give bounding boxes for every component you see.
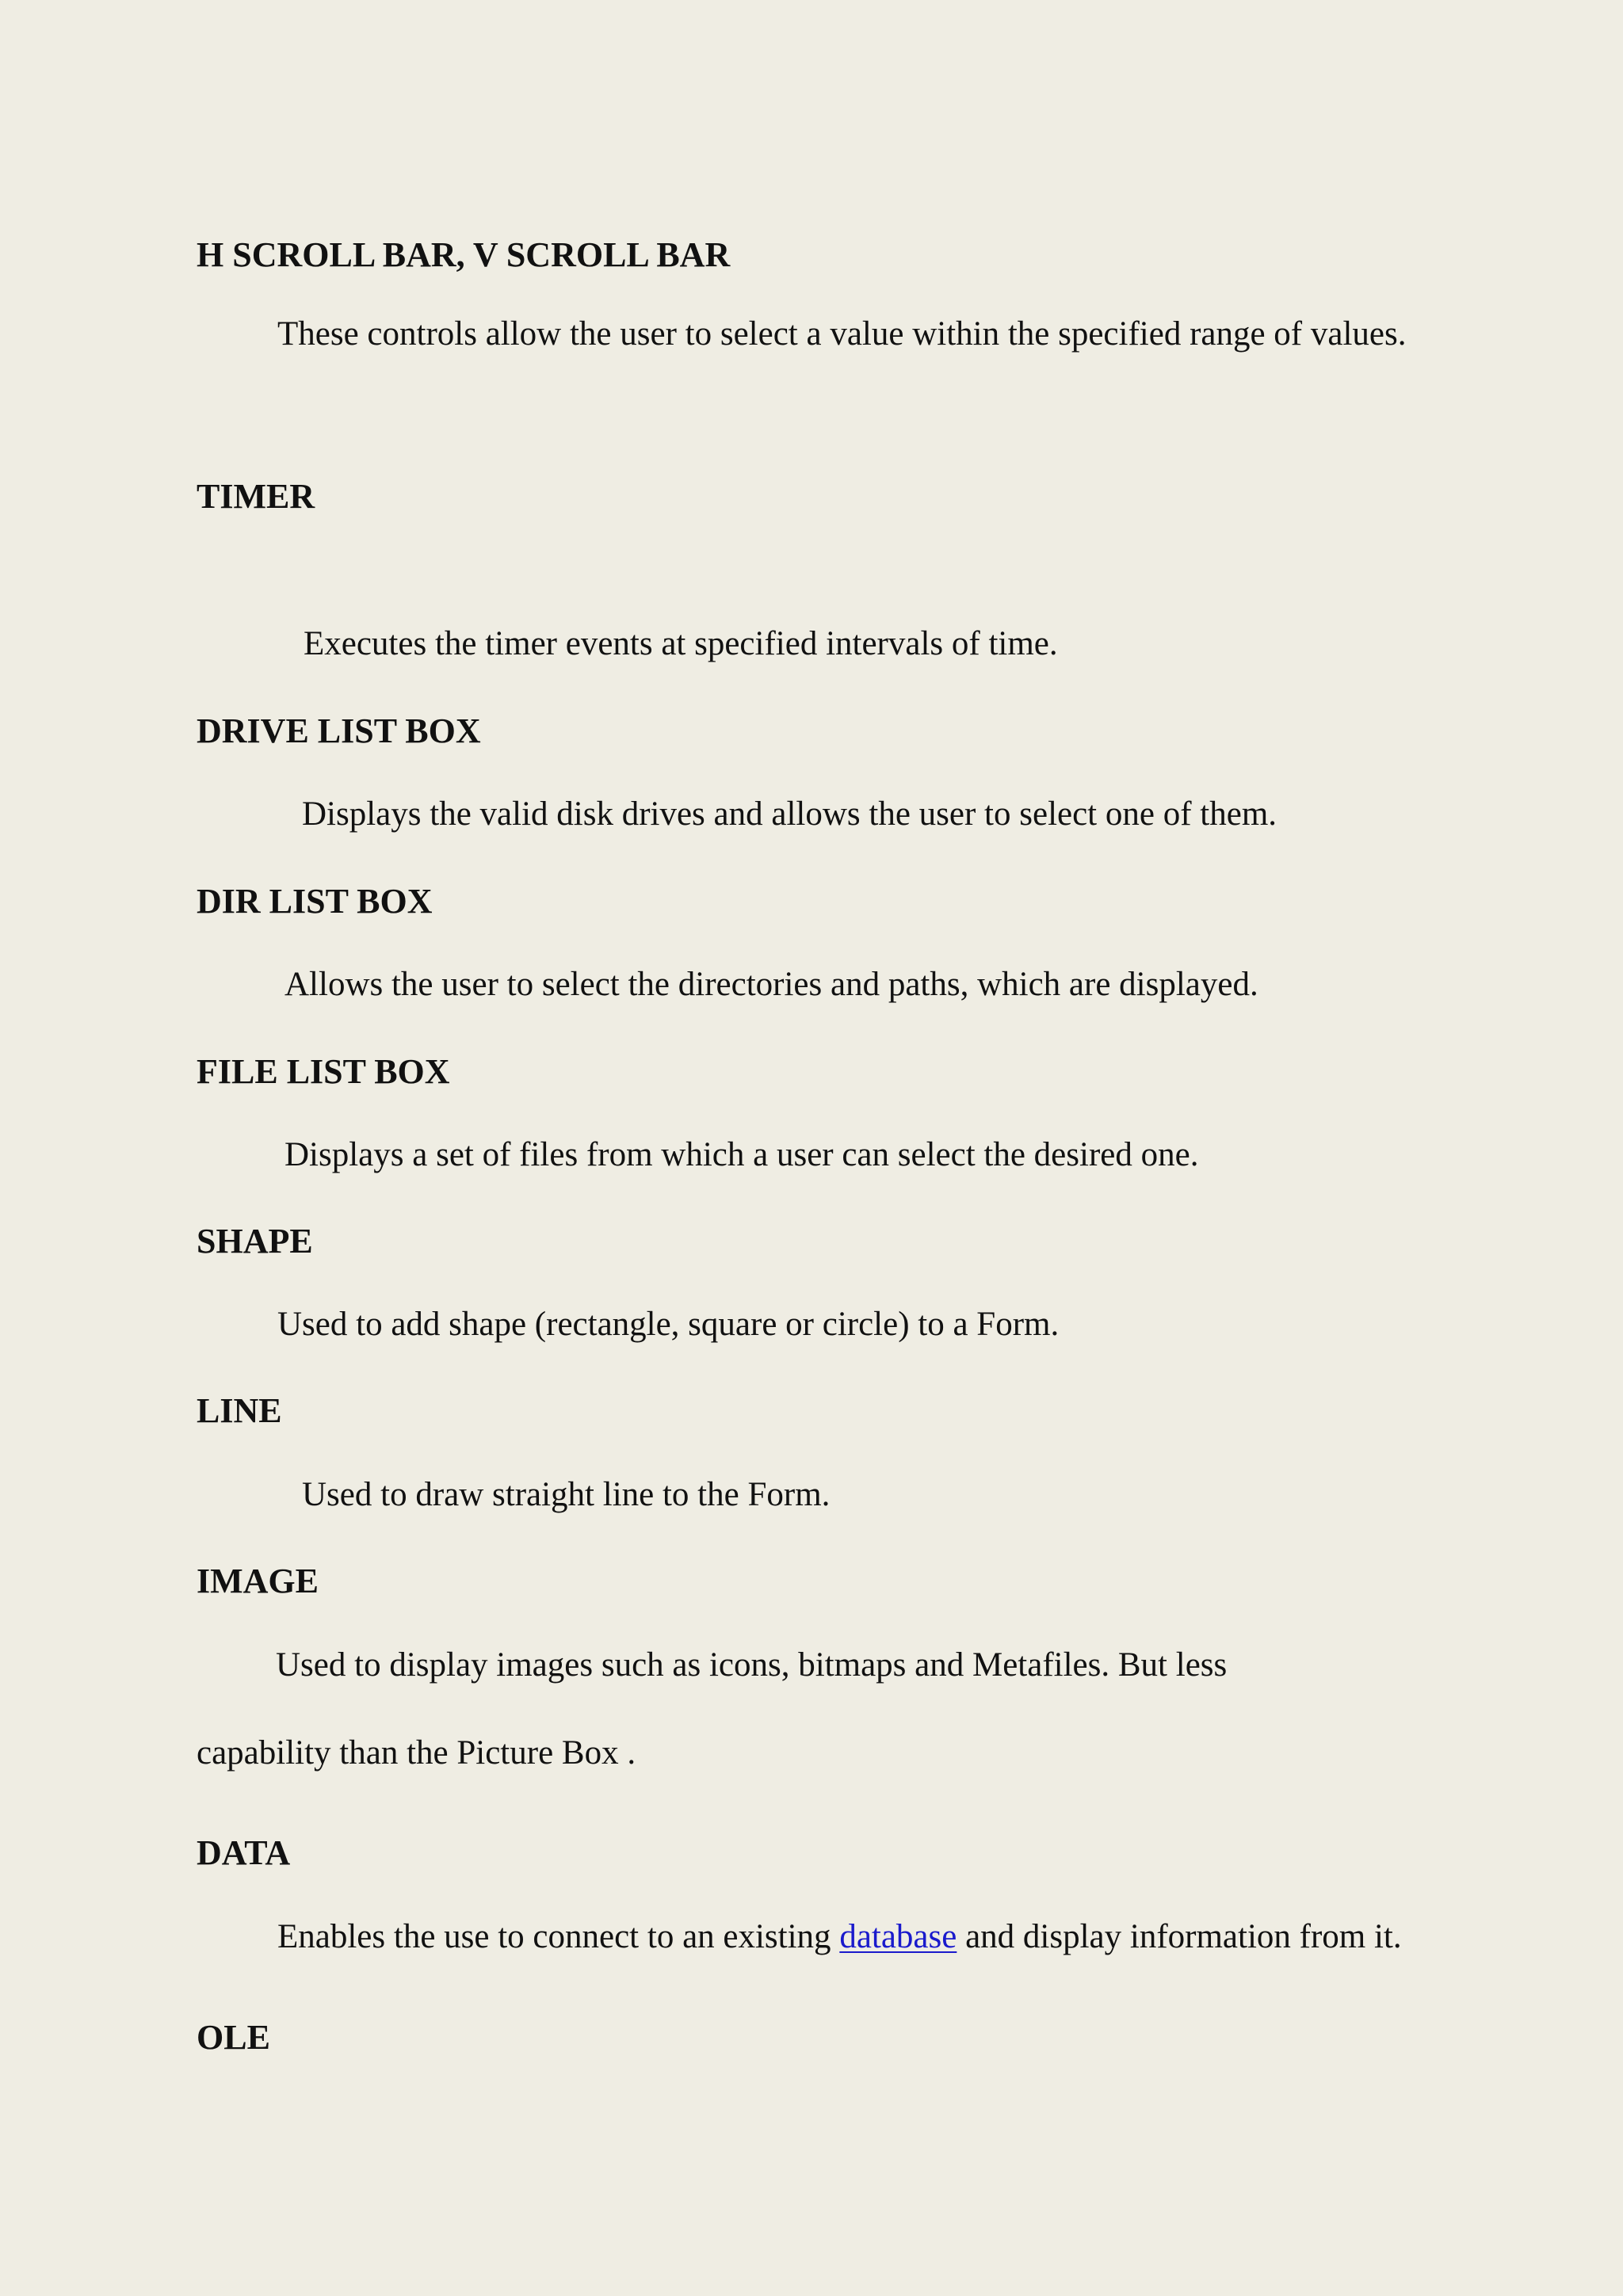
heading-data: DATA <box>197 1833 291 1872</box>
desc-drive-list-box: Displays the valid disk drives and allows the user to select one of them. <box>302 795 1277 833</box>
desc-data <box>277 1917 1402 1958</box>
desc-shape: Used to add shape (rectangle, square or circle) to a Form. <box>277 1306 1060 1343</box>
heading-file-list-box: FILE LIST BOX <box>197 1052 450 1091</box>
desc-dir-list-box: Allows the user to select the directories and paths, which are displayed. <box>285 966 1258 1003</box>
heading-drive-list-box: DRIVE LIST BOX <box>197 711 481 750</box>
heading-ole: OLE <box>197 2018 270 2057</box>
desc-timer: Executes the timer events at specified intervals of time. <box>304 625 1058 662</box>
desc-line: Used to draw straight line to the Form. <box>302 1476 831 1513</box>
desc-file-list-box: Displays a set of files from which a user can select the desired one. <box>285 1136 1199 1173</box>
heading-line: LINE <box>197 1391 282 1430</box>
desc-image-continued: capability than the Picture Box . <box>197 1734 636 1772</box>
desc-data-text-before: Enables the use to connect to an existing <box>277 1918 831 1955</box>
heading-image: IMAGE <box>197 1562 319 1600</box>
desc-scroll-bar: These controls allow the user to select a value within the specified range of values. <box>277 315 1407 353</box>
database-link[interactable]: database <box>839 1918 957 1955</box>
heading-dir-list-box: DIR LIST BOX <box>197 882 433 921</box>
heading-timer: TIMER <box>197 477 315 516</box>
desc-data-text-after: and display information from it. <box>965 1918 1402 1955</box>
desc-image: Used to display images such as icons, bitmaps and Metafiles. But less <box>276 1646 1228 1684</box>
heading-scroll-bar: H SCROLL BAR, V SCROLL BAR <box>197 235 731 274</box>
heading-shape: SHAPE <box>197 1222 313 1261</box>
